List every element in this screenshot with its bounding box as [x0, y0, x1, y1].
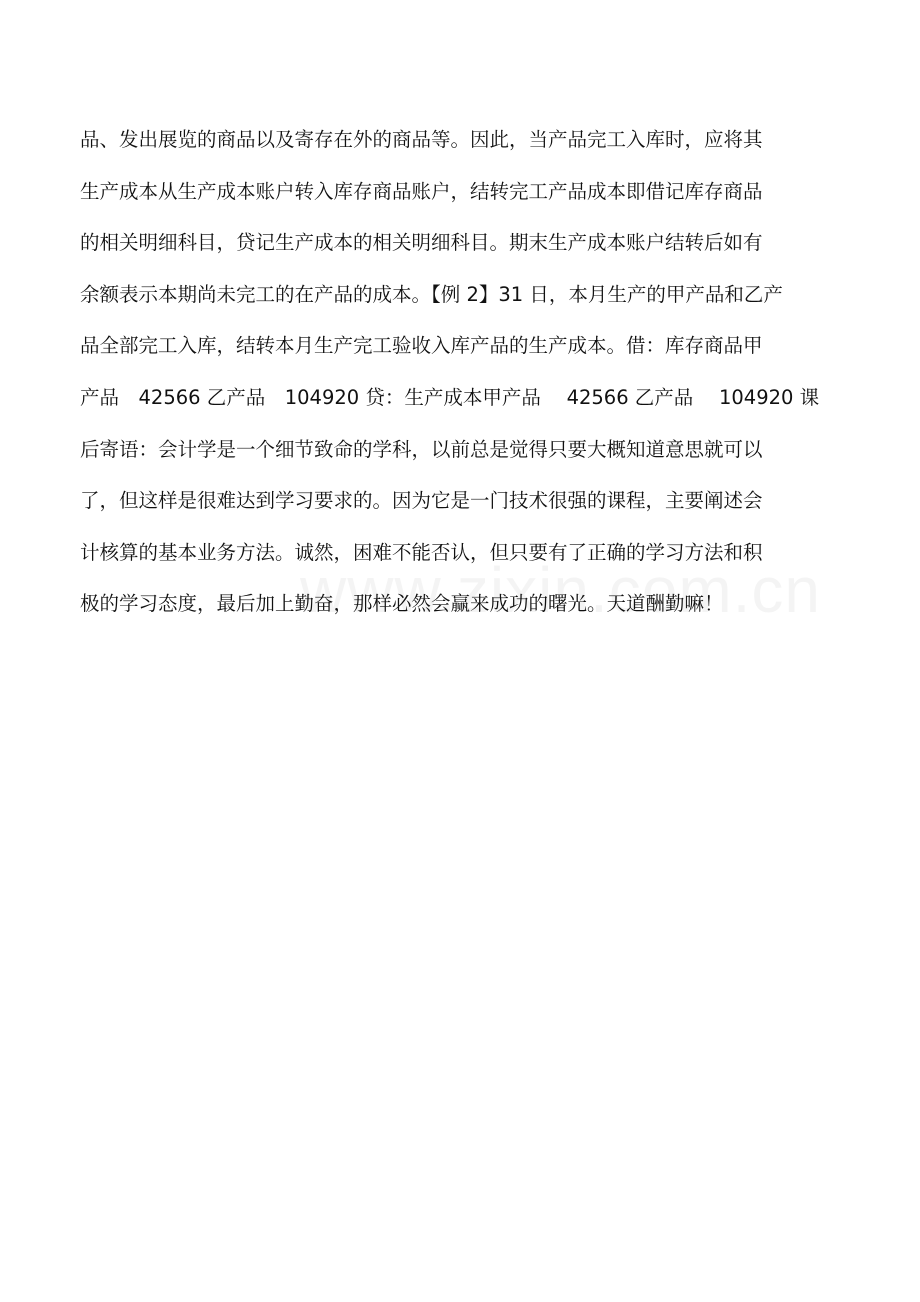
text-line-10: 极的学习态度，最后加上勤奋，那样必然会赢来成功的曙光。天道酬勤嘛！: [80, 592, 724, 616]
text-line-8: 了，但这样是很难达到学习要求的。因为它是一门技术很强的课程，主要阐述会: [80, 489, 763, 513]
body-text: [80, 118, 842, 634]
text-line-1: 品、发出展览的商品以及寄存在外的商品等。因此，当产品完工入库时，应将其: [80, 128, 763, 151]
text-line-9: 计核算的基本业务方法。诚然，困难不能否认，但只要有了正确的学习方法和积: [80, 540, 763, 564]
text-line-5: 品全部完工入库，结转本月生产完工验收入库产品的生产成本。借：库存商品甲: [80, 334, 763, 358]
text-line-7: 后寄语：会计学是一个细节致命的学科，以前总是觉得只要大概知道意思就可以: [80, 437, 763, 461]
text-line-6: 产品 42566 乙产品 104920 贷：生产成本甲产品 42566 乙产品 104920 课: [80, 385, 820, 409]
text-line-3: 的相关明细科目，贷记生产成本的相关明细科目。期末生产成本账户结转后如有: [80, 231, 763, 255]
text-line-4: 余额表示本期尚未完工的在产品的成本。【例 2】31 日，本月生产的甲产品和乙产: [80, 282, 783, 306]
text-line-2: 生产成本从生产成本账户转入库存商品账户，结转完工产品成本即借记库存商品: [80, 179, 763, 203]
